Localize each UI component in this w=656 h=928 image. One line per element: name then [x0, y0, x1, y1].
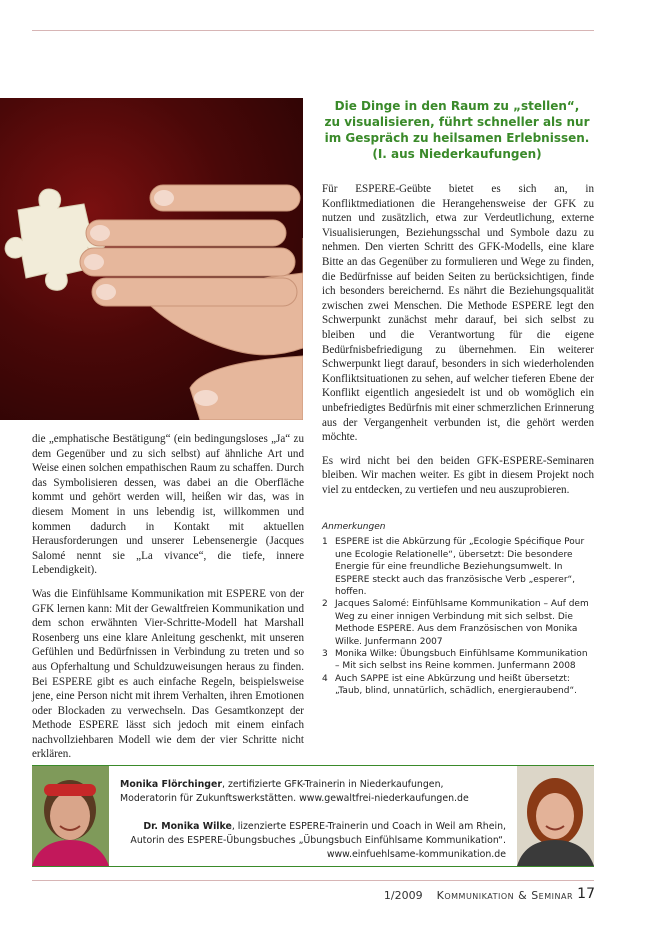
- body-paragraph: Was die Einfühlsame Kommunikation mit ESPERE von der GFK lernen kann: Mit der Gewaltfreien Kommunikation und dem schon erwähnten Vier-Schritte-Modell hat Marshall Rosenberg uns eine klare Anleitung geschenkt, mit unseren Gefühlen und Bedürfnissen in Verbindung zu treten und so aus Opferhaltung und Schuldzuweisungen heraus zu finden. Bei ESPERE gibt es auch einfache Regeln, beispielsweise jene, eine Person nicht mit ihrem Verhalten, ihren Emotionen oder Blockaden zu verwechseln. Das Gesamtkonzept der Methode ESPERE lässt sich jedoch mit einem einfach nachvollziehbaren Modell wie dem der vier Schritte nicht erklären.: [32, 587, 304, 761]
- author-photo-wilke: [517, 766, 594, 866]
- author-bio-1: [120, 778, 506, 806]
- photo-caption: [322, 98, 592, 162]
- footnote-number: 1: [322, 537, 328, 548]
- right-column-text: [322, 182, 594, 497]
- puzzle-hand-photo: [0, 98, 303, 420]
- body-paragraph: die „emphatische Bestätigung“ (ein bedingungsloses „Ja“ zu dem Gegenüber und zu sich selbst) auf ähnliche Art und Weise einen solchen empathischen Raum zu schaffen. Durch das Symbolisieren dessen, was dabei an die Oberfläche kommt und gehört werden will, heißen wir das, was in diesem Moment in uns lebendig ist, willkommen und kommen dadurch in Kontakt mit aktuellen Herausforderungen und unserer Lebensenergie (Jacques Salomé nennt sie „La vivance“, die tiefe, innere Lebendigkeit).: [32, 433, 304, 577]
- footnotes: [322, 521, 594, 698]
- footnote-item: [322, 648, 594, 673]
- footnote-number: 3: [322, 649, 328, 660]
- puzzle-hand-illustration: [0, 98, 303, 420]
- footnotes-title: Anmerkungen: [322, 522, 386, 532]
- author-name: Dr. Monika Wilke: [143, 821, 232, 832]
- body-paragraph: Es wird nicht bei den beiden GFK-ESPERE-Seminaren bleiben. Wir machen weiter. Es gibt in diesem Projekt noch viel zu entdecken, zu vertiefen und neu auszuprobieren.: [322, 454, 594, 496]
- footnote-number: 4: [322, 673, 328, 684]
- footnote-text: Jacques Salomé: Einfühlsame Kommunikation – Auf dem Weg zu einer innigen Verbindung mit sich selbst. Die Methode ESPERE. Aus dem Französischen von Monika Wilke. Junfermann 2007: [335, 599, 589, 647]
- author-text: [120, 778, 506, 862]
- author-name: Monika Flörchinger: [120, 779, 222, 790]
- caption-line: Die Dinge in den Raum zu „stellen“,: [334, 99, 580, 113]
- caption-line: im Gespräch zu heilsamen Erlebnissen.: [324, 131, 590, 145]
- footnote-text: Monika Wilke: Übungsbuch Einfühlsame Kommunikation – Mit sich selbst ins Reine kommen. Junfermann 2008: [335, 649, 588, 672]
- author-role: , lizenzierte ESPERE-Trainerin und Coach in Weil am Rhein,: [231, 821, 506, 832]
- footnote-number: 2: [322, 599, 328, 610]
- hand: [80, 185, 303, 420]
- portrait-illustration: [32, 766, 109, 866]
- portrait-illustration: [517, 766, 594, 866]
- footnote-text: Auch SAPPE ist eine Abkürzung und heißt übersetzt: „Taub, blind, unnatürlich, schädlich, energieraubend“.: [335, 673, 577, 697]
- footnote-text: ESPERE ist die Abkürzung für „Ecologie Spécifique Pour une Ecologie Relationelle“, übersetzt: Die besondere Energie für eine freundliche Beziehungsumwelt. In ESPERE steckt auch das französische Verb „esperer“, hoffen.: [335, 537, 585, 598]
- top-rule: [32, 30, 594, 31]
- caption-line: (I. aus Niederkaufungen): [372, 147, 542, 161]
- author-detail: Moderatorin für Zukunftswerkstätten. www.gewaltfrei-niederkaufungen.de: [120, 793, 469, 804]
- left-column-text: [32, 432, 304, 762]
- page-number: 17: [577, 886, 595, 902]
- author-detail: Autorin des ESPERE-Übungsbuches „Übungsbuch Einfühlsame Kommunikation“.: [130, 835, 506, 846]
- author-website: www.einfuehlsame-kommunikation.de: [326, 849, 506, 860]
- footnote-item: [322, 536, 594, 598]
- issue-number: 1/2009: [383, 889, 423, 902]
- author-info-box: [32, 765, 594, 867]
- footnote-item: [322, 598, 594, 648]
- author-role: , zertifizierte GFK-Trainerin in Niederkaufungen,: [221, 779, 444, 790]
- magazine-title: Kommunikation & Seminar: [436, 889, 574, 902]
- body-paragraph: Für ESPERE-Geübte bietet es sich an, in Konfliktmediationen die Herangehensweise der GFK zu nutzen und zusätzlich, etwa zur Verdeutlichung, externe Visualisierungen, Beziehungsschal und Symbole dazu zu nehmen. Den vierten Schritt des GFK-Modells, eine klare Bitte an das Gegenüber zu formulieren und Wege zu finden, die Bedürfnisse auf beiden Seiten zu berücksichtigen, finde ich besonders bereichernd. Es nährt die Beziehungsqualität zwischen zwei Menschen. Die Methode ESPERE legt den Schwerpunkt zunächst mehr darauf, bei sich selbst zu bleiben und die Verantwortung für die eigene Bedürfnisbefriedigung zu übernehmen. Ein weiterer Schwerpunkt liegt darauf, besonders in sich wiederholenden Konfliktsituationen zu sehen, auf welcher tieferen Ebene der Konflikt eigentlich angesiedelt ist und ob womöglich ein unbefriedigtes Bedürfnis mit einer schmerzlichen Erinnerung aus der Vergangenheit verbunden ist, die gehört werden möchte.: [322, 183, 595, 444]
- bottom-rule: [32, 880, 594, 881]
- footnote-item: [322, 673, 594, 698]
- page-footer: [384, 889, 594, 902]
- caption-line: zu visualisieren, führt schneller als nur: [324, 115, 590, 129]
- author-photo-floerchinger: [32, 766, 109, 866]
- author-bio-2: [120, 820, 506, 862]
